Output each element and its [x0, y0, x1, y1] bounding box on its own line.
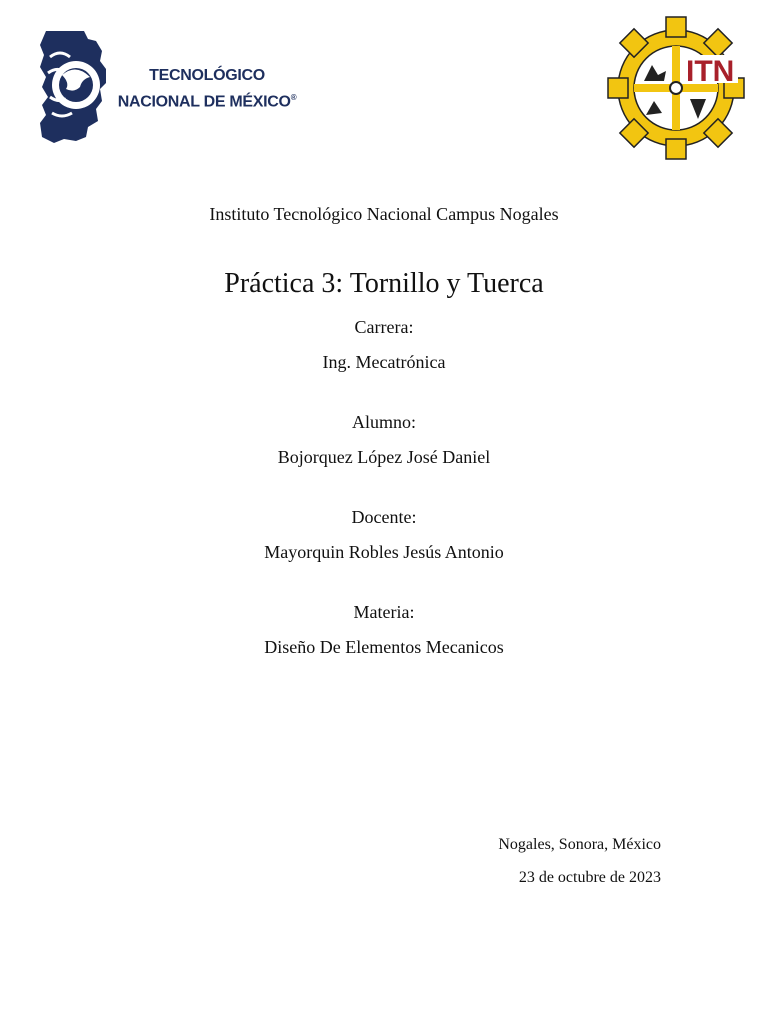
- tecnm-line2: [112, 87, 302, 113]
- institute-name: Instituto Tecnológico Nacional Campus Nogales: [209, 204, 559, 224]
- materia-value: Diseño De Elementos Mecanicos: [264, 637, 504, 657]
- tecnm-line2-text: NACIONAL DE MÉXICO: [117, 93, 291, 111]
- alumno-label: Alumno:: [351, 412, 416, 432]
- itn-logo-text: ITN: [686, 55, 735, 88]
- carrera-value: Ing. Mecatrónica: [322, 352, 446, 372]
- tecnm-wordmark: [112, 65, 302, 113]
- carrera-label: Carrera:: [354, 317, 414, 337]
- footer-date: 23 de octubre de 2023: [518, 869, 661, 886]
- tecnm-line1: TECNOLÓGICO: [149, 67, 265, 84]
- registered-mark: ®: [290, 93, 297, 102]
- tecnm-gear-icon: [36, 27, 108, 145]
- itn-logo: [606, 15, 746, 161]
- tecnm-logo: [36, 27, 297, 145]
- docente-value: Mayorquin Robles Jesús Antonio: [264, 542, 504, 562]
- footer-place: Nogales, Sonora, México: [498, 836, 661, 853]
- materia-label: Materia:: [353, 602, 415, 622]
- alumno-value: Bojorquez López José Daniel: [277, 447, 491, 467]
- page-title: Práctica 3: Tornillo y Tuerca: [224, 268, 544, 299]
- docente-label: Docente:: [351, 507, 417, 527]
- itn-gear-icon: [606, 15, 746, 161]
